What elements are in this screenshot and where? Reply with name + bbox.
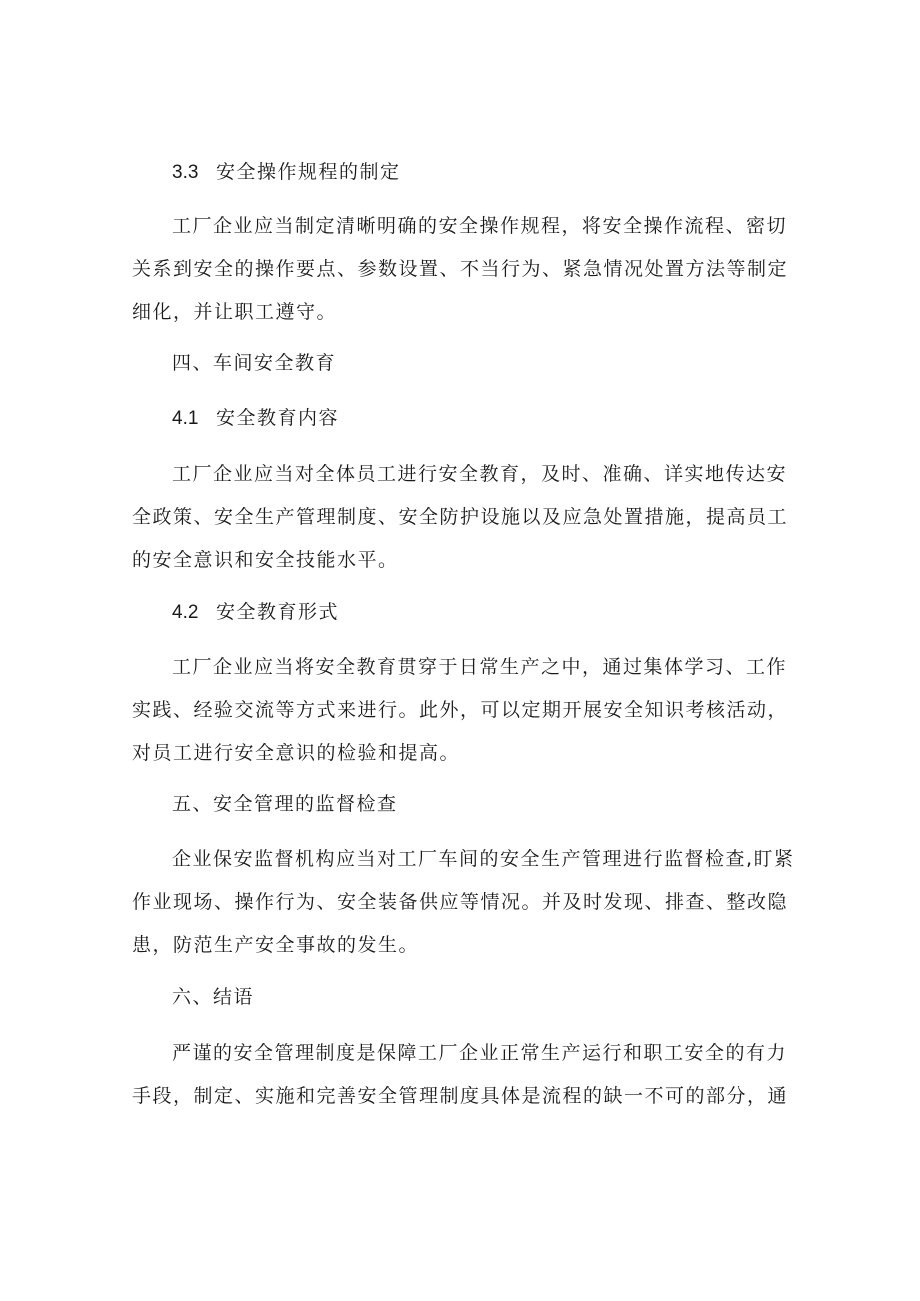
section-5-paragraph — [132, 846, 795, 975]
paragraph-line: 对员工进行安全意识的检验和提高。 — [132, 742, 461, 764]
paragraph-line: 患，防范生产安全事故的发生。 — [132, 934, 420, 956]
section-number: 3.3 — [172, 162, 199, 183]
section-3-3-heading — [172, 159, 820, 186]
section-number: 4.1 — [172, 408, 199, 429]
section-4-1-paragraph — [132, 461, 789, 590]
section-4-1-heading — [172, 405, 820, 432]
section-number: 4.2 — [172, 602, 199, 623]
paragraph-line: 关系到安全的操作要点、参数设置、不当行为、紧急情况处置方法等制定 — [132, 258, 789, 280]
paragraph-line: 工厂企业应当制定清晰明确的安全操作规程，将安全操作流程、密切 — [172, 215, 788, 237]
section-title: 安全操作规程的制定 — [216, 161, 401, 183]
section-title: 五、安全管理的监督检查 — [172, 793, 398, 815]
section-3-3-paragraph — [132, 213, 789, 342]
section-6-heading — [172, 984, 820, 1010]
paragraph-line: 实践、经验交流等方式来进行。此外，可以定期开展安全知识考核活动， — [132, 699, 789, 721]
paragraph-line: 作业现场、操作行为、安全装备供应等情况。并及时发现、排查、整改隐 — [132, 891, 789, 913]
paragraph-line: 手段，制定、实施和完善安全管理制度具体是流程的缺一不可的部分，通 — [132, 1085, 789, 1107]
paragraph-line: 严谨的安全管理制度是保障工厂企业正常生产运行和职工安全的有力 — [172, 1042, 788, 1064]
section-5-heading — [172, 791, 820, 817]
section-title: 六、结语 — [172, 986, 255, 1008]
paragraph-line: 全政策、安全生产管理制度、安全防护设施以及应急处置措施，提高员工 — [132, 506, 789, 528]
paragraph-line: 工厂企业应当将安全教育贯穿于日常生产之中，通过集体学习、工作 — [172, 656, 788, 678]
section-title: 安全教育内容 — [216, 407, 340, 429]
paragraph-line: 工厂企业应当对全体员工进行安全教育，及时、准确、详实地传达安 — [172, 463, 788, 485]
section-4-2-heading — [172, 599, 820, 626]
section-4-heading — [172, 350, 820, 376]
section-title: 安全教育形式 — [216, 601, 340, 623]
section-6-paragraph — [132, 1040, 789, 1126]
paragraph-line: 细化，并让职工遵守。 — [132, 301, 338, 323]
paragraph-line: 企业保安监督机构应当对工厂车间的安全生产管理进行监督检查,盯紧 — [172, 848, 795, 870]
paragraph-line: 的安全意识和安全技能水平。 — [132, 549, 399, 571]
section-title: 四、车间安全教育 — [172, 352, 337, 374]
section-4-2-paragraph — [132, 654, 789, 783]
